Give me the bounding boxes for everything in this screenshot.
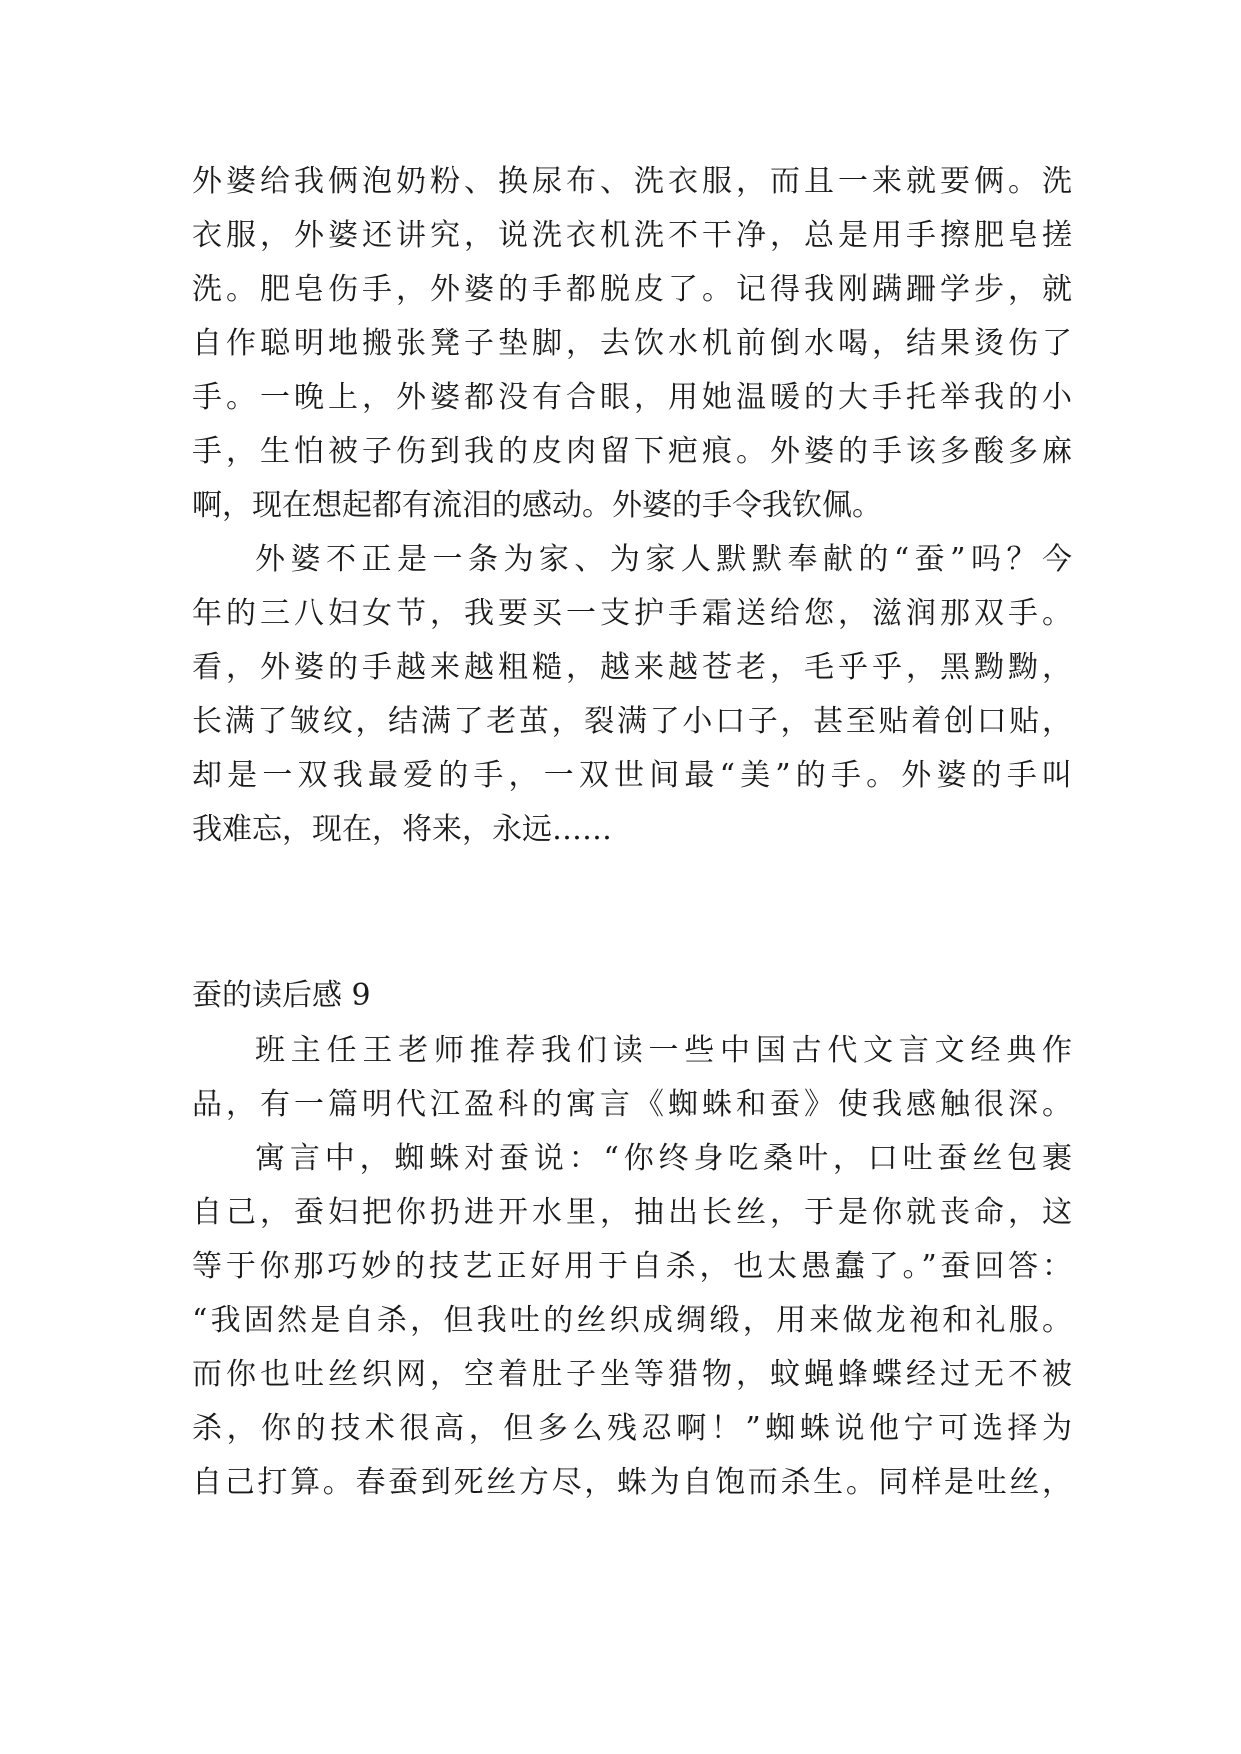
text-line: 自作聪明地搬张凳子垫脚，去饮水机前倒水喝，结果烫伤了: [192, 326, 1072, 361]
text-line: 洗。肥皂伤手，外婆的手都脱皮了。记得我刚蹒跚学步，就: [192, 272, 1072, 307]
text-line: 看，外婆的手越来越粗糙，越来越苍老，毛乎乎，黑黝黝，: [192, 650, 1072, 685]
text-line: 外婆给我俩泡奶粉、换尿布、洗衣服，而且一来就要俩。洗: [192, 164, 1072, 199]
text-line: 寓言中，蜘蛛对蚕说：“你终身吃桑叶，口吐蚕丝包裹: [255, 1141, 1072, 1176]
text-line: 长满了皱纹，结满了老茧，裂满了小口子，甚至贴着创口贴，: [192, 704, 1072, 739]
text-line: 手，生怕被子伤到我的皮肉留下疤痕。外婆的手该多酸多麻: [192, 434, 1072, 469]
text-line: 衣服，外婆还讲究，说洗衣机洗不干净，总是用手擦肥皂搓: [192, 218, 1072, 253]
text-line: 啊，现在想起都有流泪的感动。外婆的手令我钦佩。: [192, 488, 882, 523]
text-line: “我固然是自杀，但我吐的丝织成绸缎，用来做龙袍和礼服。: [192, 1303, 1072, 1338]
section-heading: 蚕的读后感 9: [192, 978, 371, 1013]
text-line: 手。一晚上，外婆都没有合眼，用她温暖的大手托举我的小: [192, 380, 1072, 415]
text-line: 杀，你的技术很高，但多么残忍啊！”蜘蛛说他宁可选择为: [192, 1411, 1072, 1446]
text-line: 却是一双我最爱的手，一双世间最“美”的手。外婆的手叫: [192, 758, 1072, 793]
text-line: 外婆不正是一条为家、为家人默默奉献的“蚕”吗？今: [255, 542, 1072, 577]
text-line: 年的三八妇女节，我要买一支护手霜送给您，滋润那双手。: [192, 596, 1072, 631]
text-line: 等于你那巧妙的技艺正好用于自杀，也太愚蠢了。”蚕回答：: [192, 1249, 1072, 1284]
text-line: 品，有一篇明代江盈科的寓言《蜘蛛和蚕》使我感触很深。: [192, 1087, 1072, 1122]
text-line: 我难忘，现在，将来，永远……: [192, 812, 612, 847]
text-line: 自己，蚕妇把你扔进开水里，抽出长丝，于是你就丧命，这: [192, 1195, 1072, 1230]
text-line: 自己打算。春蚕到死丝方尽，蛛为自饱而杀生。同样是吐丝，: [192, 1465, 1072, 1500]
text-line: 班主任王老师推荐我们读一些中国古代文言文经典作: [255, 1033, 1072, 1068]
text-line: 而你也吐丝织网，空着肚子坐等猎物，蚊蝇蜂蝶经过无不被: [192, 1357, 1072, 1392]
